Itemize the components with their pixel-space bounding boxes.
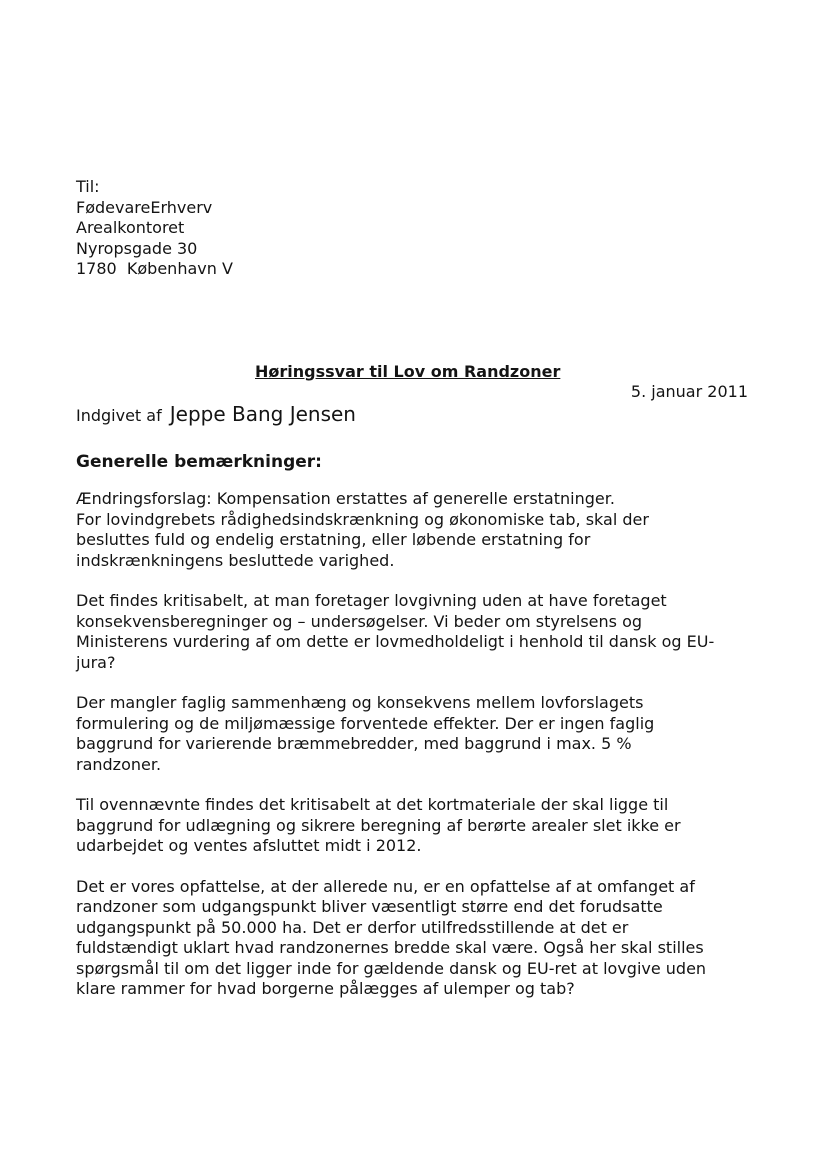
document-title: Høringssvar til Lov om Randzoner: [255, 362, 561, 381]
body-text: [76, 489, 756, 1020]
paragraph-line: klare rammer for hvad borgerne pålægges af ulemper og tab?: [76, 979, 575, 998]
paragraph-line: randzoner som udgangspunkt bliver væsentligt større end det forudsatte: [76, 897, 663, 916]
paragraph-line: konsekvensberegninger og – undersøgelser. Vi beder om styrelsens og: [76, 611, 643, 631]
paragraph-line: Ministerens vurdering af om dette er lovmedholdeligt i henhold til dansk og EU-: [76, 632, 715, 651]
recipient-line: 1780 København V: [76, 259, 233, 278]
submitted-name: Jeppe Bang Jensen: [169, 402, 356, 426]
paragraph-line: fuldstændigt uklart hvad randzonernes bredde skal være. Også her skal stilles: [76, 938, 704, 957]
paragraph-line: jura?: [76, 652, 116, 672]
document-date: 5. januar 2011: [630, 382, 748, 401]
paragraph: [76, 693, 756, 775]
recipient-line: Nyropsgade 30: [76, 238, 198, 258]
paragraph-line: spørgsmål til om det ligger inde for gældende dansk og EU-ret at lovgive uden: [76, 958, 707, 978]
paragraph-line: indskrænkningens besluttede varighed.: [76, 550, 395, 570]
paragraph-line: besluttes fuld og endelig erstatning, eller løbende erstatning for: [76, 530, 591, 549]
paragraph-line: baggrund for udlægning og sikrere beregning af berørte arealer slet ikke er: [76, 815, 681, 835]
paragraph-line: Der mangler faglig sammenhæng og konsekvens mellem lovforslagets: [76, 693, 644, 712]
paragraph-line: randzoner.: [76, 754, 162, 774]
paragraph: [76, 591, 756, 673]
paragraph-line: Det er vores opfattelse, at der allerede nu, er en opfattelse af at omfanget af: [76, 876, 695, 896]
paragraph-line: baggrund for varierende bræmmebredder, med baggrund i max. 5 %: [76, 734, 632, 753]
recipient-line: Arealkontoret: [76, 218, 185, 237]
recipient-address: [76, 177, 233, 280]
section-heading: Generelle bemærkninger:: [76, 452, 322, 472]
paragraph-line: For lovindgrebets rådighedsindskrænkning og økonomiske tab, skal der: [76, 509, 649, 529]
paragraph: [76, 877, 756, 1000]
paragraph-line: udgangspunkt på 50.000 ha. Det er derfor utilfredsstillende at det er: [76, 917, 629, 937]
submitted-by: [76, 402, 356, 426]
submitted-label: Indgivet af: [76, 406, 162, 425]
paragraph-line: formulering og de miljømæssige forventede effekter. Der er ingen faglig: [76, 713, 655, 733]
paragraph-line: Det findes kritisabelt, at man foretager lovgivning uden at have foretaget: [76, 591, 667, 610]
paragraph: [76, 489, 756, 571]
paragraph: [76, 795, 756, 857]
paragraph-line: Ændringsforslag: Kompensation erstattes af generelle erstatninger.: [76, 489, 615, 508]
paragraph-line: udarbejdet og ventes afsluttet midt i 2012.: [76, 836, 422, 855]
paragraph-line: Til ovennævnte findes det kritisabelt at det kortmateriale der skal ligge til: [76, 795, 669, 814]
recipient-line: FødevareErhverv: [76, 197, 213, 217]
recipient-line: Til:: [76, 177, 100, 196]
